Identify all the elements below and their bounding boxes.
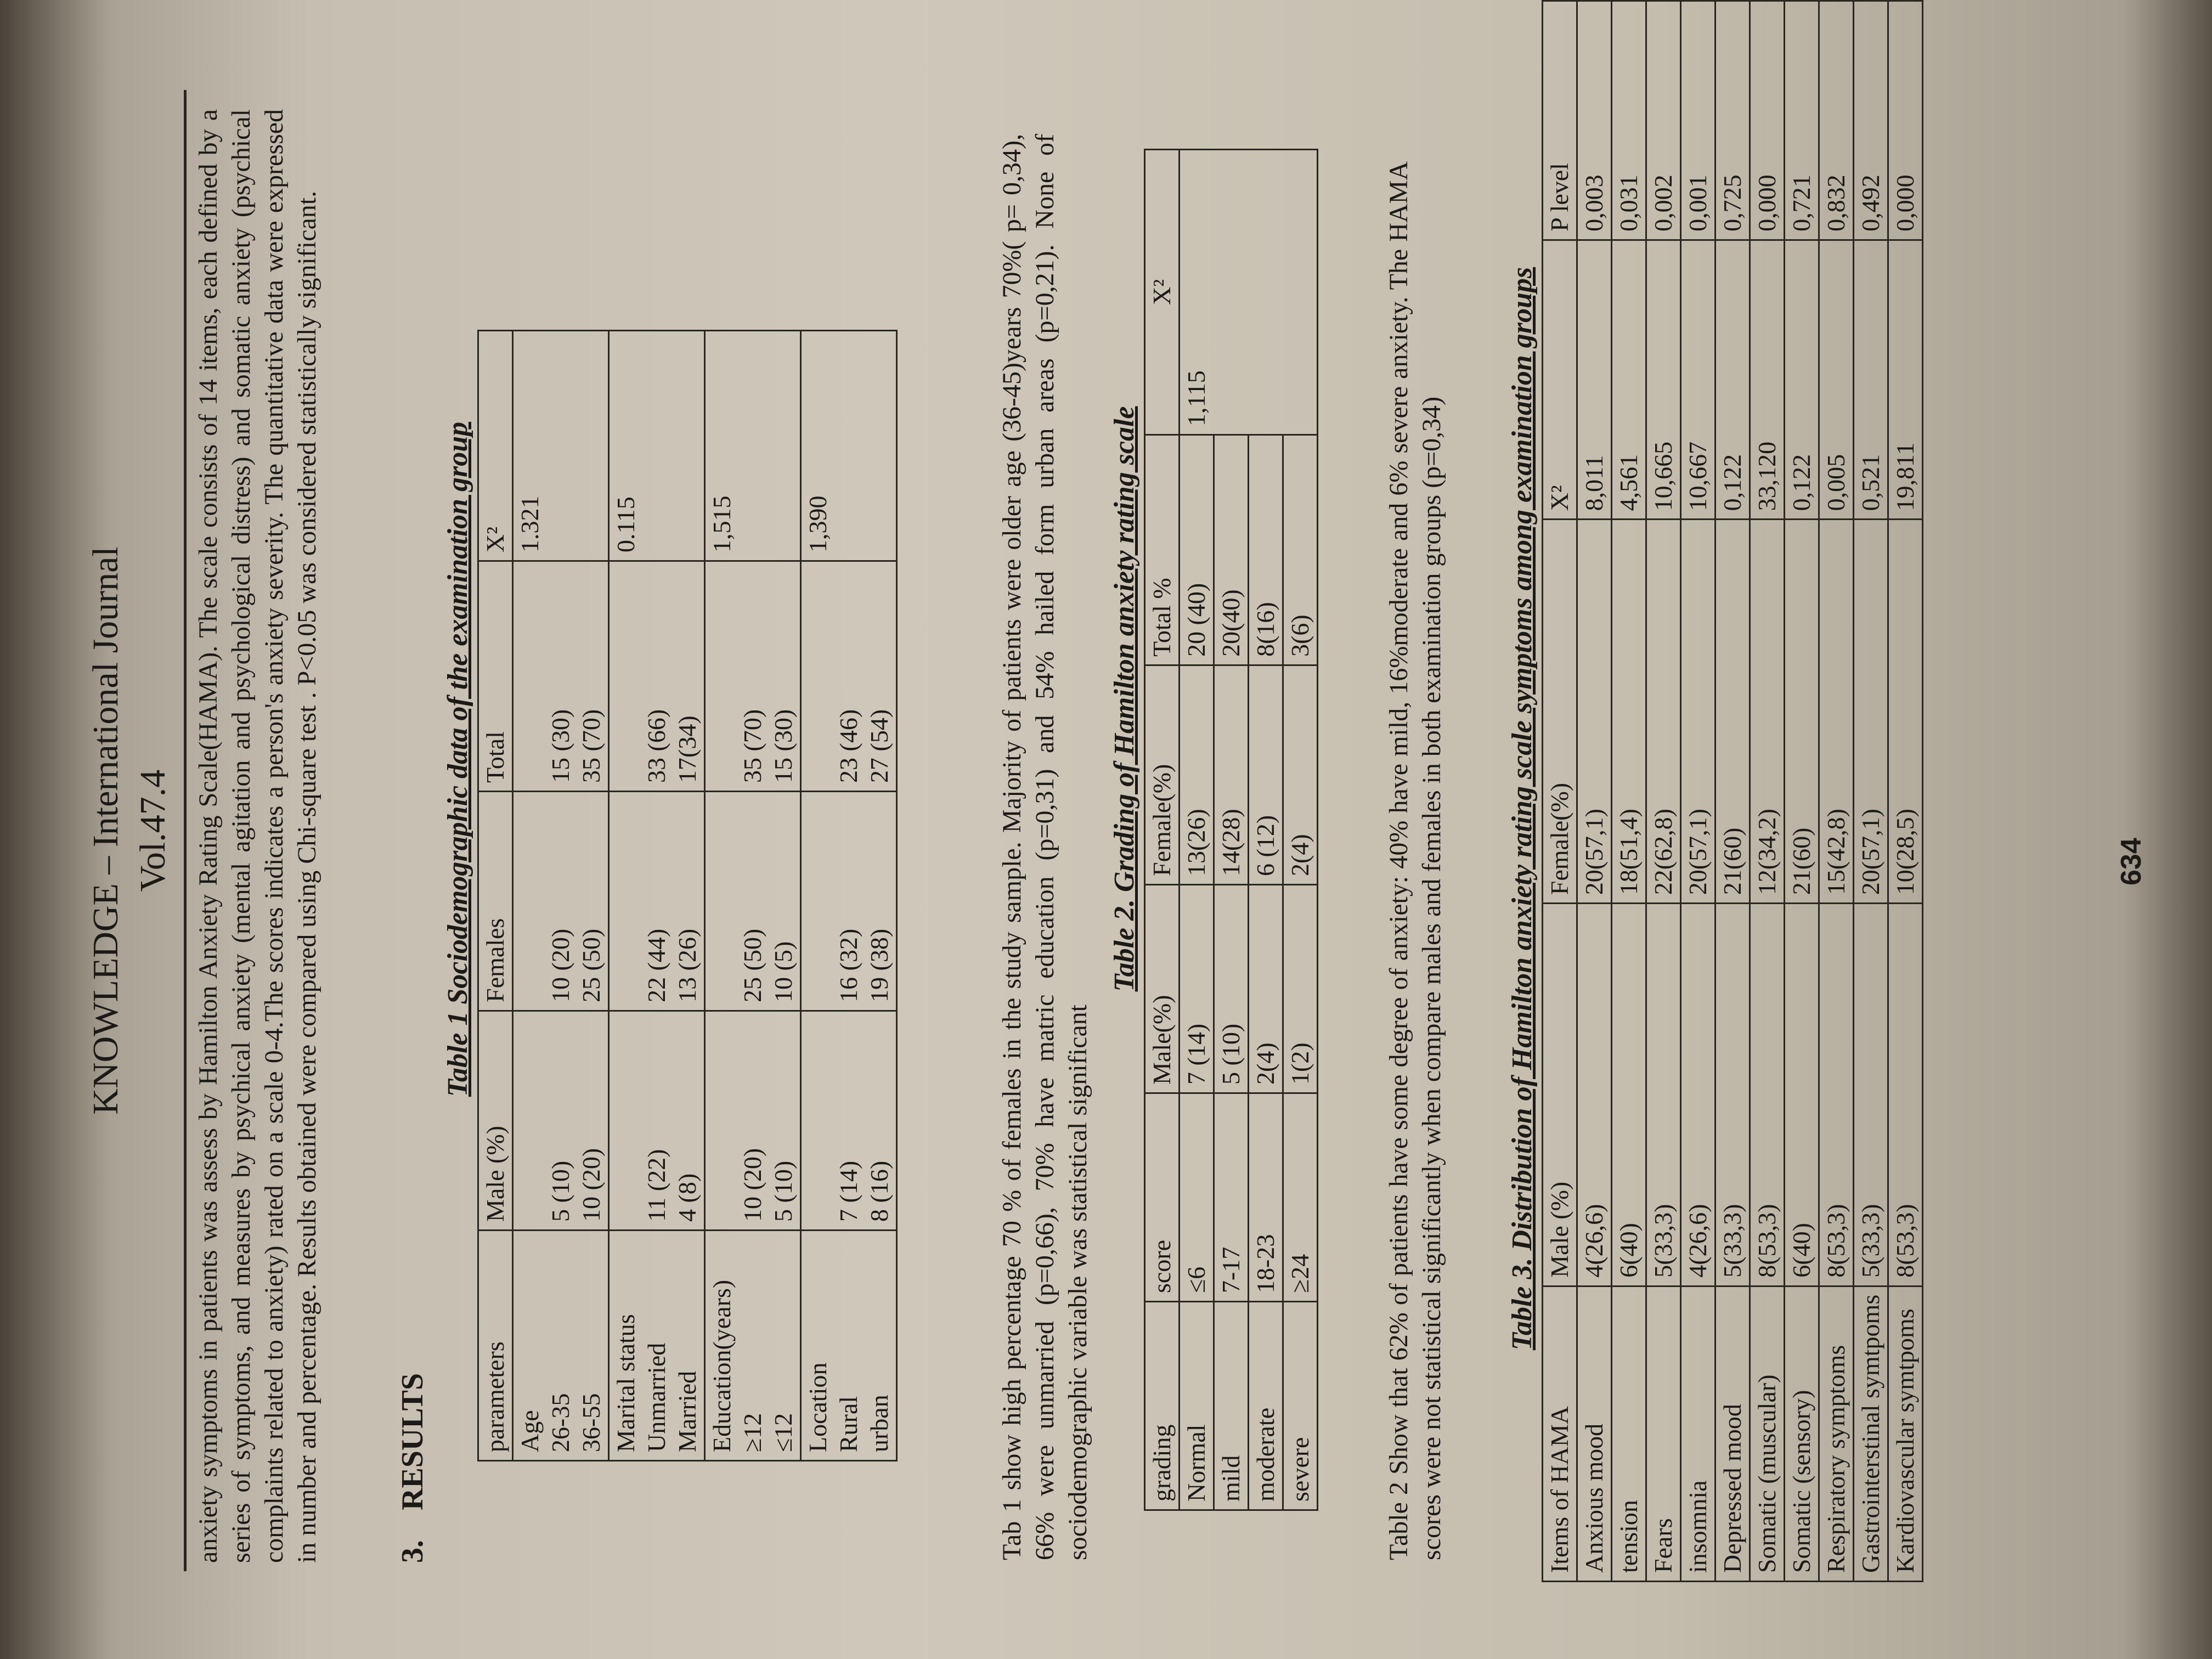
table1-x2-cell: 1,390	[801, 331, 897, 561]
table1-cell-line: 25 (50)	[738, 928, 766, 1002]
table1-header-cell: parameters	[478, 1231, 513, 1461]
table1-cell-line: 5 (10)	[769, 1160, 797, 1222]
table1-cell-line: 10 (5)	[769, 941, 797, 1002]
table2-cell: 3(6)	[1283, 435, 1318, 665]
table3-cell: insomnia	[1681, 1286, 1716, 1581]
table3-row	[1577, 1, 1612, 1582]
table1-cell-line: 26-35	[546, 1393, 574, 1452]
table3-cell: 0,492	[1854, 1, 1888, 240]
table3-cell: 5(33,3)	[1716, 904, 1750, 1286]
table3-cell: 6(40)	[1612, 904, 1646, 1286]
table3-cell: 10,665	[1646, 240, 1681, 520]
table1-container	[477, 330, 898, 1462]
table3-cell: 0,003	[1577, 1, 1612, 240]
table3-cell: 8(53,3)	[1750, 904, 1785, 1286]
table3-cell: 20(57,1)	[1681, 520, 1716, 904]
table2-cell: 14(28)	[1214, 665, 1249, 885]
table1-header-cell: Male (%)	[478, 1011, 513, 1231]
table1-cell-line: Marital status	[612, 1314, 640, 1452]
table3-cell: 0,005	[1819, 240, 1854, 520]
table2-cell: severe	[1283, 1302, 1318, 1510]
table2-cell: Normal	[1180, 1302, 1214, 1510]
table3-cell: Somatic (muscular)	[1750, 1286, 1785, 1581]
table3-cell: 22(62,8)	[1646, 520, 1681, 904]
table2-cell: 5 (10)	[1214, 885, 1249, 1093]
table2-header-cell: grading	[1145, 1302, 1180, 1510]
table1-cell-line: 35 (70)	[738, 709, 766, 783]
table3-cell: 6(40)	[1785, 904, 1819, 1286]
table1-female-cell	[513, 792, 609, 1011]
table1-cell-line: 19 (38)	[865, 928, 893, 1002]
table1-female-cell	[801, 792, 897, 1011]
table3-cell: Gastrointerstinal symtpoms	[1854, 1286, 1888, 1581]
table3-cell: 8(53,3)	[1819, 904, 1854, 1286]
table1-cell-line: 15 (30)	[769, 709, 797, 783]
table1-cell-line: Age	[516, 1410, 544, 1452]
table3-cell: 4(26,6)	[1681, 904, 1716, 1286]
table1-cell-line: 22 (44)	[642, 928, 670, 1002]
table3-cell: 12(34,2)	[1750, 520, 1785, 904]
table1-header-row	[478, 331, 513, 1461]
table1-cell-line	[803, 1019, 833, 1222]
table3-row	[1819, 1, 1854, 1582]
table1-cell-line: 15 (30)	[546, 709, 574, 783]
table1-header-cell: X²	[478, 331, 513, 561]
table2-cell: ≤6	[1180, 1093, 1214, 1302]
table1-x2-cell: 1.321	[513, 331, 609, 561]
table3-cell: 10(28,5)	[1888, 520, 1923, 904]
table1-cell-line	[611, 569, 641, 783]
table3-cell: 21(60)	[1785, 520, 1819, 904]
table2-cell: 2(4)	[1249, 885, 1283, 1093]
journal-title: KNOWLEDGE – International Journal	[86, 546, 126, 1115]
table1-cell-line	[707, 800, 737, 1002]
table1-cell-line: 10 (20)	[738, 1148, 766, 1222]
table3-cell: 0,122	[1716, 240, 1750, 520]
table1-cell-line: 17(34)	[673, 715, 701, 783]
table3-row	[1785, 1, 1819, 1582]
table3-cell: 0,725	[1716, 1, 1750, 240]
table1-x2-cell: 0.115	[609, 331, 705, 561]
table3-cell: 21(60)	[1716, 520, 1750, 904]
table3-cell: 4(26,6)	[1577, 904, 1612, 1286]
table3-cell: 0,721	[1785, 1, 1819, 240]
table3-cell: 8(53,3)	[1888, 904, 1923, 1286]
table1-parameter-cell	[705, 1231, 801, 1461]
table3-cell: 0,521	[1854, 240, 1888, 520]
table1-cell-line: 35 (70)	[577, 709, 605, 783]
table2-cell: 20 (40)	[1180, 435, 1214, 665]
table1-cell-line: 4 (8)	[673, 1173, 701, 1222]
table1-male-cell	[609, 1011, 705, 1231]
table1-row	[609, 331, 705, 1461]
table1-cell-line	[803, 800, 833, 1002]
table3-cell: 0,002	[1646, 1, 1681, 240]
table3-cell: Kardiovascular symtpoms	[1888, 1286, 1923, 1581]
table1-row	[513, 331, 609, 1461]
table1-cell-line	[515, 1019, 545, 1222]
table1-cell-line: 25 (50)	[577, 928, 605, 1002]
table3-row	[1854, 1, 1888, 1582]
table2-cell: 2(4)	[1283, 665, 1318, 885]
table2-cell: 13(26)	[1180, 665, 1214, 885]
table3-cell: 0,832	[1819, 1, 1854, 240]
table3-cell: Anxious mood	[1577, 1286, 1612, 1581]
table3-row	[1612, 1, 1646, 1582]
table3-cell: 5(33,3)	[1646, 904, 1681, 1286]
section-number: 3.	[396, 1540, 430, 1563]
table2-cell: 1(2)	[1283, 885, 1318, 1093]
table1-cell-line: Rural	[834, 1396, 862, 1452]
table2-x2-cell: 1,115	[1180, 150, 1318, 435]
table1-header-cell: Total	[478, 561, 513, 792]
table3-row	[1716, 1, 1750, 1582]
table2	[1144, 149, 1318, 1511]
table1-male-cell	[513, 1011, 609, 1231]
table3-cell: 4,561	[1612, 240, 1646, 520]
table3-row	[1750, 1, 1785, 1582]
table1-cell-line: 7 (14)	[834, 1160, 862, 1222]
table1-cell-line: 27 (54)	[865, 709, 893, 783]
paragraph-table2-summary: Table 2 Show that 62% of patients have some degree of anxiety: 40% have mild, 16%moderate and 6% severe anxiety. The HAMA scores were not statistical significantly when compare males and females in both examination groups (p=0,34)	[1384, 161, 1446, 1560]
table1-cell-line: 36-55	[577, 1393, 605, 1452]
table3-header-cell: X²	[1543, 240, 1577, 520]
table3-cell: 20(57,1)	[1854, 520, 1888, 904]
table3-cell: 0,122	[1785, 240, 1819, 520]
table2-header-cell: score	[1145, 1093, 1180, 1302]
page-number: 634	[2115, 838, 2147, 885]
journal-volume: Vol.47.4	[133, 769, 173, 892]
table1-female-cell	[705, 792, 801, 1011]
table2-header-cell: Total %	[1145, 435, 1180, 665]
table1-total-cell	[513, 561, 609, 792]
table3-cell: 18(51,4)	[1612, 520, 1646, 904]
table1-cell-line	[515, 800, 545, 1002]
table3-row	[1681, 1, 1716, 1582]
table3-caption: Table 3. Distribution of Hamilton anxiety rating scale symptoms among examination groups	[1506, 267, 1538, 1351]
table1-cell-line: Married	[673, 1370, 701, 1452]
table1-cell-line: 8 (16)	[865, 1160, 893, 1222]
table1-cell-line: Education(years)	[708, 1279, 736, 1452]
table1-cell-line: Unmarried	[642, 1342, 670, 1452]
table1-total-cell	[609, 561, 705, 792]
table2-cell: moderate	[1249, 1302, 1283, 1510]
table3	[1542, 0, 1923, 1582]
table1-row	[705, 331, 801, 1461]
table1-cell-line: 16 (32)	[834, 928, 862, 1002]
table1-total-cell	[705, 561, 801, 792]
table1-cell-line: ≤12	[769, 1413, 797, 1452]
table1-total-cell	[801, 561, 897, 792]
table2-container	[1144, 149, 1318, 1511]
table1-x2-cell: 1,515	[705, 331, 801, 561]
table2-header-cell: Male(%)	[1145, 885, 1180, 1093]
table1-cell-line: 10 (20)	[577, 1148, 605, 1222]
table3-row	[1888, 1, 1923, 1582]
table1-cell-line: 33 (66)	[642, 709, 670, 783]
table1-cell-line	[707, 569, 737, 783]
table1-male-cell	[705, 1011, 801, 1231]
table1-row	[801, 331, 897, 1461]
table3-cell: Somatic (sensory)	[1785, 1286, 1819, 1581]
table2-cell: 8(16)	[1249, 435, 1283, 665]
table3-cell: Depressed mood	[1716, 1286, 1750, 1581]
table1-cell-line: 13 (26)	[673, 928, 701, 1002]
table1-header-cell: Females	[478, 792, 513, 1011]
table2-caption: Table 2. Grading of Hamilton anxiety rating scale	[1109, 406, 1140, 992]
table3-header-cell: P level	[1543, 1, 1577, 240]
table1-cell-line: 5 (10)	[546, 1160, 574, 1222]
paragraph-table1-summary: Tab 1 show high percentage 70 % of females in the study sample. Majority of patients were older age (36-45)years 70%( p= 0,34), 66% were unmarried (p=0,66), 70% have matric education (p=0,31) and 54% hailed form urban areas (p=0,21). None of sociodemographic variable was statistical significant	[997, 134, 1092, 1560]
table1-cell-line	[611, 800, 641, 1002]
table3-cell: 0,000	[1750, 1, 1785, 240]
table3-header-cell: Male (%)	[1543, 904, 1577, 1286]
table2-cell: 6 (12)	[1249, 665, 1283, 885]
table3-cell: 33,120	[1750, 240, 1785, 520]
table2-cell: 18-23	[1249, 1093, 1283, 1302]
table2-cell: 7 (14)	[1180, 885, 1214, 1093]
table3-row	[1646, 1, 1681, 1582]
table3-cell: Respiratory symptoms	[1819, 1286, 1854, 1581]
table1-cell-line: urban	[865, 1395, 893, 1452]
table2-cell: 7-17	[1214, 1093, 1249, 1302]
table3-cell: tension	[1612, 1286, 1646, 1581]
table2-header-cell: X²	[1145, 150, 1180, 435]
table1-cell-line: ≥12	[738, 1413, 766, 1452]
table1-cell-line: 23 (46)	[834, 709, 862, 783]
table3-cell: 0,001	[1681, 1, 1716, 240]
intro-paragraph: anxiety symptoms in patients was assess by Hamilton Anxiety Rating Scale(HAMA). The scale consists of 14 items, each defined by a series of symptoms, and measures by psychical anxiety (mental agitation and psychological distress) and somatic anxiety (psychical complaints related to anxiety) rated on a scale 0-4.The scores indicates a person's anxiety severity. The quantitative data were expressed in number and percentage. Results obtained were compared using Chi-square test . P<0.05 was considered statistically significant.	[194, 109, 321, 1563]
table1-cell-line: 10 (20)	[546, 928, 574, 1002]
section-title: RESULTS	[396, 1373, 430, 1510]
table3-cell: Fears	[1646, 1286, 1681, 1581]
table1-cell-line	[707, 1019, 737, 1222]
table1-parameter-cell	[513, 1231, 609, 1461]
table3-header-row	[1543, 1, 1577, 1582]
table3-cell: 15(42,8)	[1819, 520, 1854, 904]
table3-cell: 0,000	[1888, 1, 1923, 240]
table3-cell: 20(57,1)	[1577, 520, 1612, 904]
table2-cell: mild	[1214, 1302, 1249, 1510]
table1-caption: Table 1 Sociodemographic data of the examination group	[442, 421, 473, 1097]
table3-cell: 0,031	[1612, 1, 1646, 240]
table3-cell: 8,011	[1577, 240, 1612, 520]
table1-female-cell	[609, 792, 705, 1011]
table3-cell: 19,811	[1888, 240, 1923, 520]
table2-cell: 20(40)	[1214, 435, 1249, 665]
table3-header-cell: Female(%)	[1543, 520, 1577, 904]
table1-cell-line	[515, 569, 545, 783]
table3-cell: 5(33,3)	[1854, 904, 1888, 1286]
table1-cell-line: Location	[804, 1362, 832, 1452]
table1-male-cell	[801, 1011, 897, 1231]
table2-header-cell: Female(%)	[1145, 665, 1180, 885]
table1-cell-line	[611, 1019, 641, 1222]
table1-cell-line: 11 (22)	[642, 1149, 670, 1222]
table3-header-cell: Items of HAMA	[1543, 1286, 1577, 1581]
table1-parameter-cell	[801, 1231, 897, 1461]
table2-cell: ≥24	[1283, 1093, 1318, 1302]
table2-header-row	[1145, 150, 1180, 1510]
header-rule	[184, 90, 187, 1571]
table2-row	[1180, 150, 1214, 1510]
table1-parameter-cell	[609, 1231, 705, 1461]
table3-cell: 10,667	[1681, 240, 1716, 520]
table1	[477, 330, 898, 1462]
table1-cell-line	[803, 569, 833, 783]
section-heading	[395, 1373, 430, 1563]
table3-container	[1542, 0, 1923, 1582]
